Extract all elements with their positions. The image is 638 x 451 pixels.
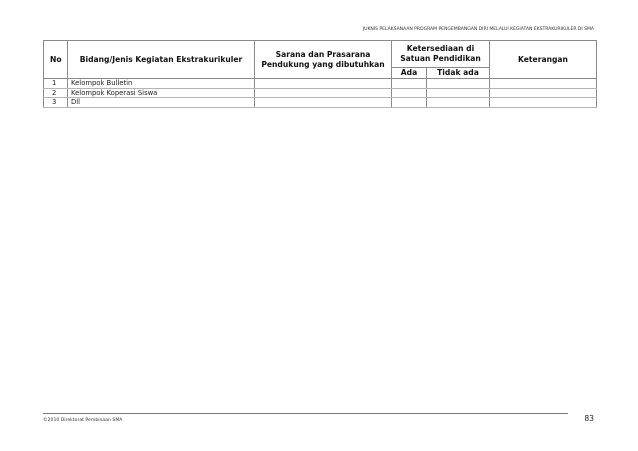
header-ada: Ada [392,68,427,79]
row-keterangan [490,79,597,89]
header-tidak-ada: Tidak ada [427,68,490,79]
footer-divider [43,413,568,414]
row-tidak-ada [427,79,490,89]
row-bidang: Kelompok Koperasi Siswa [68,88,255,98]
header-sarana-line2: Pendukung yang dibutuhkan [261,59,385,69]
row-no: 3 [44,98,68,108]
row-tidak-ada [427,88,490,98]
row-ada [392,79,427,89]
table-row [44,88,597,98]
table-row [44,98,597,108]
header-no: No [44,41,68,79]
header-ketersediaan-line1: Ketersediaan di [406,44,475,53]
row-sarana [255,98,392,108]
row-sarana [255,88,392,98]
row-tidak-ada [427,98,490,108]
row-bidang: Kelompok Bulletin [68,79,255,89]
row-no: 2 [44,88,68,98]
table-row [44,79,597,89]
row-ada [392,98,427,108]
running-header: JUKNIS PELAKSANAAN PROGRAM PENGEMBANGAN DIRI MELALUI KEGIATAN EKSTRAKURIKULER DI SMA [362,27,594,32]
row-sarana [255,79,392,89]
header-ketersediaan [392,41,490,68]
page-number: 83 [584,414,594,423]
row-ada [392,88,427,98]
header-keterangan: Keterangan [490,41,597,79]
row-bidang: Dll [68,98,255,108]
footer-copyright: ©2010 Direktorat Pembinaan SMA [43,418,123,423]
header-bidang: Bidang/Jenis Kegiatan Ekstrakurikuler [68,41,255,79]
row-keterangan [490,88,597,98]
header-sarana-line1: Sarana dan Prasarana [275,49,371,59]
header-ketersediaan-line2: Satuan Pendidikan [400,54,481,63]
extracurricular-facilities-table [43,40,597,108]
row-no: 1 [44,79,68,89]
header-sarana [255,41,392,79]
row-keterangan [490,98,597,108]
